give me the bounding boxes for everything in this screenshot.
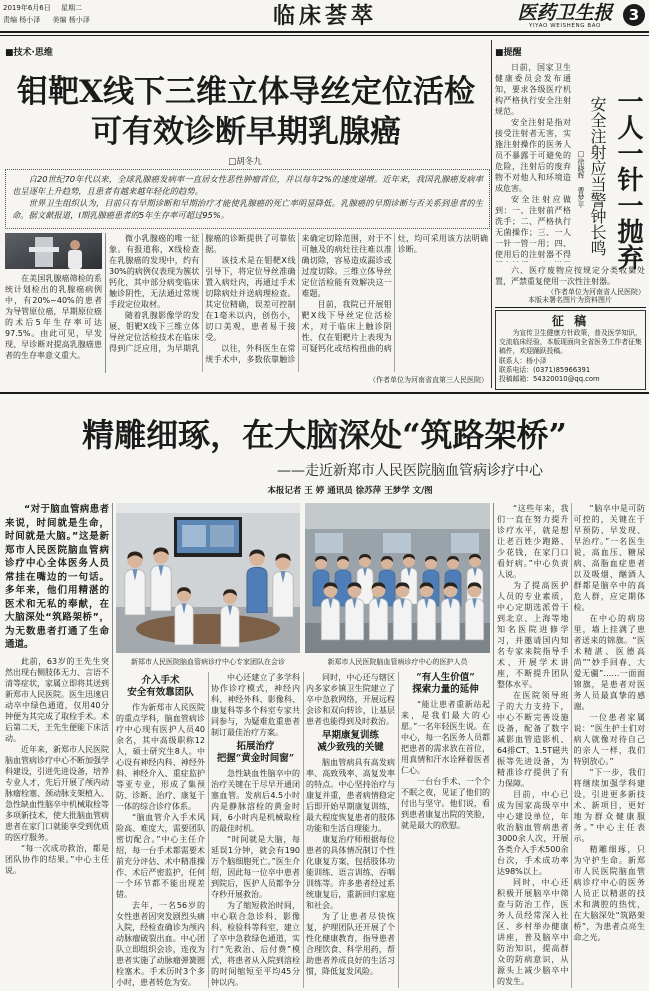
issue-weekday: 星期二 [60, 4, 82, 12]
paragraph: 近年来，新郑市人民医院脑血管病诊疗中心不断加强学科建设，引进先进设备，培养专业人才，先后开展了颅内动脉瘤栓塞、颈动脉支架植入、急性缺血性脑卒中机械取栓等多项新技术，使大批脑血管病患者在家门口就能享受到优质的医疗服务。 [5, 745, 109, 842]
doctor-figure [441, 582, 459, 640]
paragraph: 去年，一名56岁的女性患者因突发剧烈头痛入院，经检查确诊为颅内动脉瘤破裂出血。中心团队立即组织会诊，连夜为患者实施了动脉瘤弹簧圈栓塞术。手术历时3个多小时，患者转危为安。 [116, 901, 205, 987]
paragraph: “每一次成功救治，都是团队协作的结果。”中心主任说。 [5, 844, 109, 875]
tip-affiliation: （作者单位为河南省人民医院） [547, 288, 645, 296]
masthead-rule [0, 31, 649, 33]
paper-pinyin: YIYAO WEISHENG BAO [529, 23, 601, 29]
paragraph: 一台台手术、一个个不眠之夜，见证了他们的付出与坚守。他们说，看到患者康复出院的笑脸，就是最大的欣慰。 [401, 777, 490, 830]
paragraph: “下一步，我们将继续加强学科建设，引进更多新技术、新项目，更好地为群众健康服务。”中心主任表示。 [573, 768, 645, 843]
paragraph: 同时，中心还积极开展脑卒中筛查与防治工作，医务人员经常深入社区、乡村举办健康讲座，普及脑卒中防治知识，提高群众的防病意识，从源头上减少脑卒中的发生。 [497, 878, 569, 986]
photo-caption-2: 新郑市人民医院脑血管病诊疗中心的医护人员 [327, 658, 468, 666]
designer-credit: 美编 杨小泽 [52, 16, 90, 24]
article-body [109, 233, 488, 372]
paragraph: 同时，中心还与辖区内多家乡镇卫生院建立了卒中急救网络，开展远程会诊和双向转诊，让基层患者也能得到及时救治。 [306, 673, 395, 726]
feature-title: 精雕细琢，在大脑深处“筑路架桥” [82, 416, 567, 454]
medical-staff-photo [305, 503, 490, 653]
abstract-paragraph: 自20世纪70年代以来，全球乳腺癌发病率一直居女性恶性肿瘤首位，并以每年2%的速度递增。近年来，我国乳腺癌发病率也呈逐年上升趋势，且患者有越来越年轻化的趋势。 [12, 174, 483, 196]
contact-phone: 联系电话：(0371)85966391 [499, 365, 591, 374]
column-tag: ■技术·思维 [5, 48, 53, 58]
page-section-rule [0, 392, 649, 394]
lead-paragraph: “对于脑血管病患者来说，时间就是生命，时间就是大脑。”这是新郑市人民医院脑血管病诊疗中心全体医务人员常挂在嘴边的一句话。多年来，他们用精湛的医术和无私的奉献，在大脑深处“筑路架桥”，为无数患者打通了生命通道。 [5, 504, 109, 650]
tip-title: 一人一针一抛弃 [613, 88, 643, 270]
column-divider [112, 503, 113, 988]
column-divider [105, 233, 106, 373]
doctor-figure [273, 554, 293, 617]
section-heading: “有人生价值” 探索力量的延伸 [412, 672, 479, 695]
section-heading: 拓展治疗 把握“黄金时间窗” [216, 741, 295, 764]
doctor-figure [247, 550, 267, 613]
paragraph: 精雕细琢，只为守护生命。新郑市人民医院脑血管病诊疗中心的医务人员正以精湛的技术和满腔的热忱，在大脑深处“筑路架桥”，为患者点亮生命之光。 [573, 845, 645, 942]
masthead-rule-thin [0, 35, 649, 36]
paragraph: “这些年来，我们一直在努力提升诊疗水平，就是想让老百姓少跑路、少花钱，在家门口看好病。”中心负责人说。 [497, 504, 569, 579]
tip-subtitle: 安全注射应当警钟长鸣 [588, 96, 607, 256]
tip-author: □徐晓辉 曹梦平 [577, 150, 585, 208]
doctor-figure [465, 582, 483, 640]
paragraph: 以往，外科医生在常规手术中，多数依靠触诊来确定切除范围，对于不可触及的病灶往往难以准确切除，容易造成漏诊或过度切除。三维立体导丝定位活检能有效解决这一难题。 [205, 234, 392, 364]
tip-tail-text: 六、医疗废物应按规定分类收集处置，严禁重复使用一次性注射器。 [495, 266, 645, 286]
section-title: 临床荟萃 [272, 3, 377, 29]
paragraph: 目前，我院已开展钼靶X线下导丝定位活检术，对于临床上触诊阴性、仅在钼靶片上表现为可疑钙化或结构扭曲的病灶，均可采用该方法明确诊断。 [301, 234, 488, 353]
paper-logo: 医药卫生报 [517, 2, 613, 24]
editor-credit: 责编 杨小泽 [3, 16, 41, 24]
paragraph: 中心还建立了多学科协作诊疗模式，神经内科、神经外科、影像科、康复科等多个科室专家共同参与，为疑难危重患者制订最佳治疗方案。 [211, 673, 300, 737]
doctor-figure [417, 582, 435, 640]
paragraph: 康复治疗师根据每位患者的具体情况制订个性化康复方案，包括肢体功能训练、语言训练、吞咽训练等。许多患者经过系统康复后，重新回归家庭和社会。 [306, 835, 395, 910]
section-heading: 早期康复训练 减少致残的关键 [317, 730, 384, 753]
paragraph: “能让患者重新站起来，是我们最大的心愿。”一名年轻医生说。在中心，每一名医务人员都把患者的需求放在首位，用真情和汗水诠释着医者仁心。 [401, 700, 490, 775]
doctor-figure [369, 582, 387, 640]
article-title-line1: 钼靶X线下三维立体导丝定位活检 [16, 74, 476, 110]
doctor-figure [393, 582, 411, 640]
paragraph: 作为新郑市人民医院的重点学科，脑血管病诊疗中心现有医护人员40余名，其中高级职称12人，硕士研究生8人。中心设有神经内科、神经外科、神经介入、重症监护等亚专业，形成了集预防、诊断、治疗、康复于一体的综合诊疗体系。 [116, 703, 205, 811]
paragraph: 在美国乳腺癌筛检的系统计划检出的乳腺癌病例中，有20%~40%的患者为导管原位癌，早期原位癌的术后5年生存率可达97.5%。由此可见，早发现、早诊断对提高乳腺癌患者的生存率意义重大。 [5, 274, 102, 360]
article-column-1 [5, 273, 102, 371]
editor-line [3, 15, 143, 25]
feature-byline: 本报记者 王 婷 通讯员 徐苏萍 王梦学 文/图 [267, 486, 433, 496]
photo-credit-note: 本版未署名图片为资料图片 [528, 296, 612, 304]
paragraph: 脑血管病具有高发病率、高致残率、高复发率的特点。中心坚持治疗与康复并重，患者病情稳定后即开始早期康复训练，最大程度恢复患者的肢体功能和生活自理能力。 [306, 758, 395, 833]
feature-left-column [5, 656, 109, 988]
tip-tail [495, 265, 645, 297]
team-consultation-photo [116, 503, 300, 653]
paragraph: 此前，63岁的王先生突然出现右侧肢体无力、言语不清等症状，家属立即将其送到新郑市人民医院。医生迅速启动卒中绿色通道，仅用40分钟便为其完成了取栓手术。术后第二天，王先生便能下床活动。 [5, 657, 109, 743]
paragraph: 一位患者家属说：“医生护士们对病人就像对待自己的亲人一样，我们特别放心。” [573, 713, 645, 766]
tip-rule [495, 307, 646, 308]
paragraph: 为了让患者尽快恢复，护理团队还开展了个性化健康教育，指导患者合理饮食、科学用药，帮助患者养成良好的生活习惯，降低复发风险。 [306, 912, 395, 976]
abstract-paragraph: 世界卫生组织认为，目前只有早期诊断和早期治疗才能使乳腺癌的死亡率明显降低。乳腺癌的早期诊断与否关系到患者的生命。据文献报道，Ⅰ期乳腺癌患者的5年生存率可超过95%。 [12, 198, 483, 220]
paragraph: 该技术是在钼靶X线引导下，将定位导丝准确置入病灶内，再通过手术切除病灶并送病理检查。其定位精确，误差可控制在1毫米以内，创伤小，切口美观，患者易于接受。 [205, 256, 296, 342]
article-author: □胡冬九 [228, 157, 262, 167]
author-affiliation: （作者单位为河南省直第三人民医院） [369, 376, 488, 384]
doctor-figure [321, 582, 339, 640]
contact-person: 联系人：杨小泽 [499, 356, 547, 365]
issue-date: 2019年6月6日 [3, 4, 51, 12]
doctor-figure [357, 554, 373, 604]
paragraph: 安全注射应做到：一、注射前严格洗手；二、严格执行无菌操作；三、一人一针一管一用；四、使用后的注射器不得 [495, 195, 571, 259]
doctor-figure [345, 582, 363, 640]
paragraph: 微小乳腺癌的唯一征象。有报道称，X线检查在乳腺癌的发现中，约有30%的病例仅表现为簇状钙化，其中部分病变临床触诊阴性，无法通过常规手段定位取材。 [109, 234, 200, 309]
paragraph: 目前，中心已成为国家高级卒中中心建设单位，年收治脑血管病患者3000余人次，开展各类介入手术500余台次，手术成功率达98%以上。 [497, 790, 569, 876]
photo-caption-1: 新郑市人民医院脑血管病诊疗中心专家团队在会诊 [131, 658, 285, 666]
paragraph: 安全注射是指对接受注射者无害，实施注射操作的医务人员不暴露于可避免的危险，注射后的废弃物不对他人和环境造成危害。 [495, 118, 571, 193]
section-heading: 介入手术 安全有效靠团队 [127, 675, 194, 698]
paragraph: 急性缺血性脑卒中的治疗关键在于尽早开通闭塞血管。发病后4.5小时内是静脉溶栓的黄金时间，6小时内是机械取栓的最佳时机。 [211, 769, 300, 833]
call-for-papers-text: 为宣传卫生健康方针政策，普及医学知识，交流临床经验，本版现面向全省医务工作者征集稿件，欢迎踊跃投稿。 [499, 329, 642, 356]
article-abstract [5, 169, 490, 229]
paragraph: 为了缩短救治时间，中心联合急诊科、影像科、检验科等科室，建立了卒中急救绿色通道，实行“先救治、后付费”模式，将患者从入院到溶栓的时间缩短至平均45分钟以内。 [211, 901, 300, 987]
tip-body [495, 62, 571, 262]
paragraph: 为了提高医护人员的专业素质，中心定期选派骨干到北京、上海等地知名医院进修学习，并邀请国内知名专家来院指导手术、开展学术讲座，不断提升团队整体水平。 [497, 581, 569, 689]
paragraph: 在医院领导班子的大力支持下，中心不断完善设施设备，配备了数字减影血管造影机、64排CT、1.5T磁共振等先进设备，为精准诊疗提供了有力保障。 [497, 691, 569, 788]
feature-subtitle: ——走近新郑市人民医院脑血管病诊疗中心 [277, 463, 543, 479]
doctor-figure [175, 587, 193, 645]
mammography-photo [5, 233, 102, 269]
call-for-papers-title: 征 稿 [551, 314, 590, 328]
paragraph: “脑血管介入手术风险高、难度大，需要团队密切配合。”中心主任介绍，每一台手术都需要术前充分评估、术中精准操作、术后严密监护，任何一个环节都不能出现差错。 [116, 813, 205, 899]
nurse-figure [313, 556, 329, 606]
tip-column-tag: ■提醒 [495, 48, 522, 58]
doctor-figure [221, 589, 239, 647]
nurse-figure [335, 556, 351, 606]
paragraph: “时间就是大脑，每延误1分钟，就会有190万个脑细胞死亡。”医生介绍，因此每一位卒中患者到院后，医护人员都争分夺秒开展救治。 [211, 835, 300, 899]
paragraph: 随着乳腺影像学的发展，钼靶X线下三维立体导丝定位活检技术在临床得到广泛应用，为早期乳腺癌的诊断提供了可靠依据。 [109, 234, 296, 353]
paragraph: 日前，国家卫生健康委员会发布通知，要求各级医疗机构严格执行安全注射规范。 [495, 63, 571, 116]
doctor-figure [125, 552, 145, 615]
page-number-badge: 3 [623, 4, 645, 26]
feature-body [116, 672, 490, 988]
article-title-line2: 可有效诊断早期乳腺癌 [91, 114, 401, 150]
paragraph: 在中心的病房里，墙上挂满了患者送来的锦旗。“医术精湛、医德高尚”“妙手回春、大爱无疆”……一面面锦旗，是患者对医务人员最真挚的感谢。 [573, 614, 645, 711]
contact-email[interactable]: 投稿邮箱：54320010@qq.com [499, 375, 600, 384]
feature-lead [5, 503, 109, 651]
issue-date-line [3, 3, 143, 13]
paragraph: “脑卒中是可防可控的，关键在于早预防、早发现、早治疗。”一名医生说，高血压、糖尿病、高脂血症患者以及吸烟、酗酒人群都是脑卒中的高危人群，应定期体检。 [573, 504, 645, 612]
section-divider [491, 40, 492, 388]
doctor-figure [151, 548, 171, 611]
feature-right-columns [497, 503, 645, 988]
call-for-papers-box [495, 310, 646, 390]
column-divider [493, 503, 494, 988]
